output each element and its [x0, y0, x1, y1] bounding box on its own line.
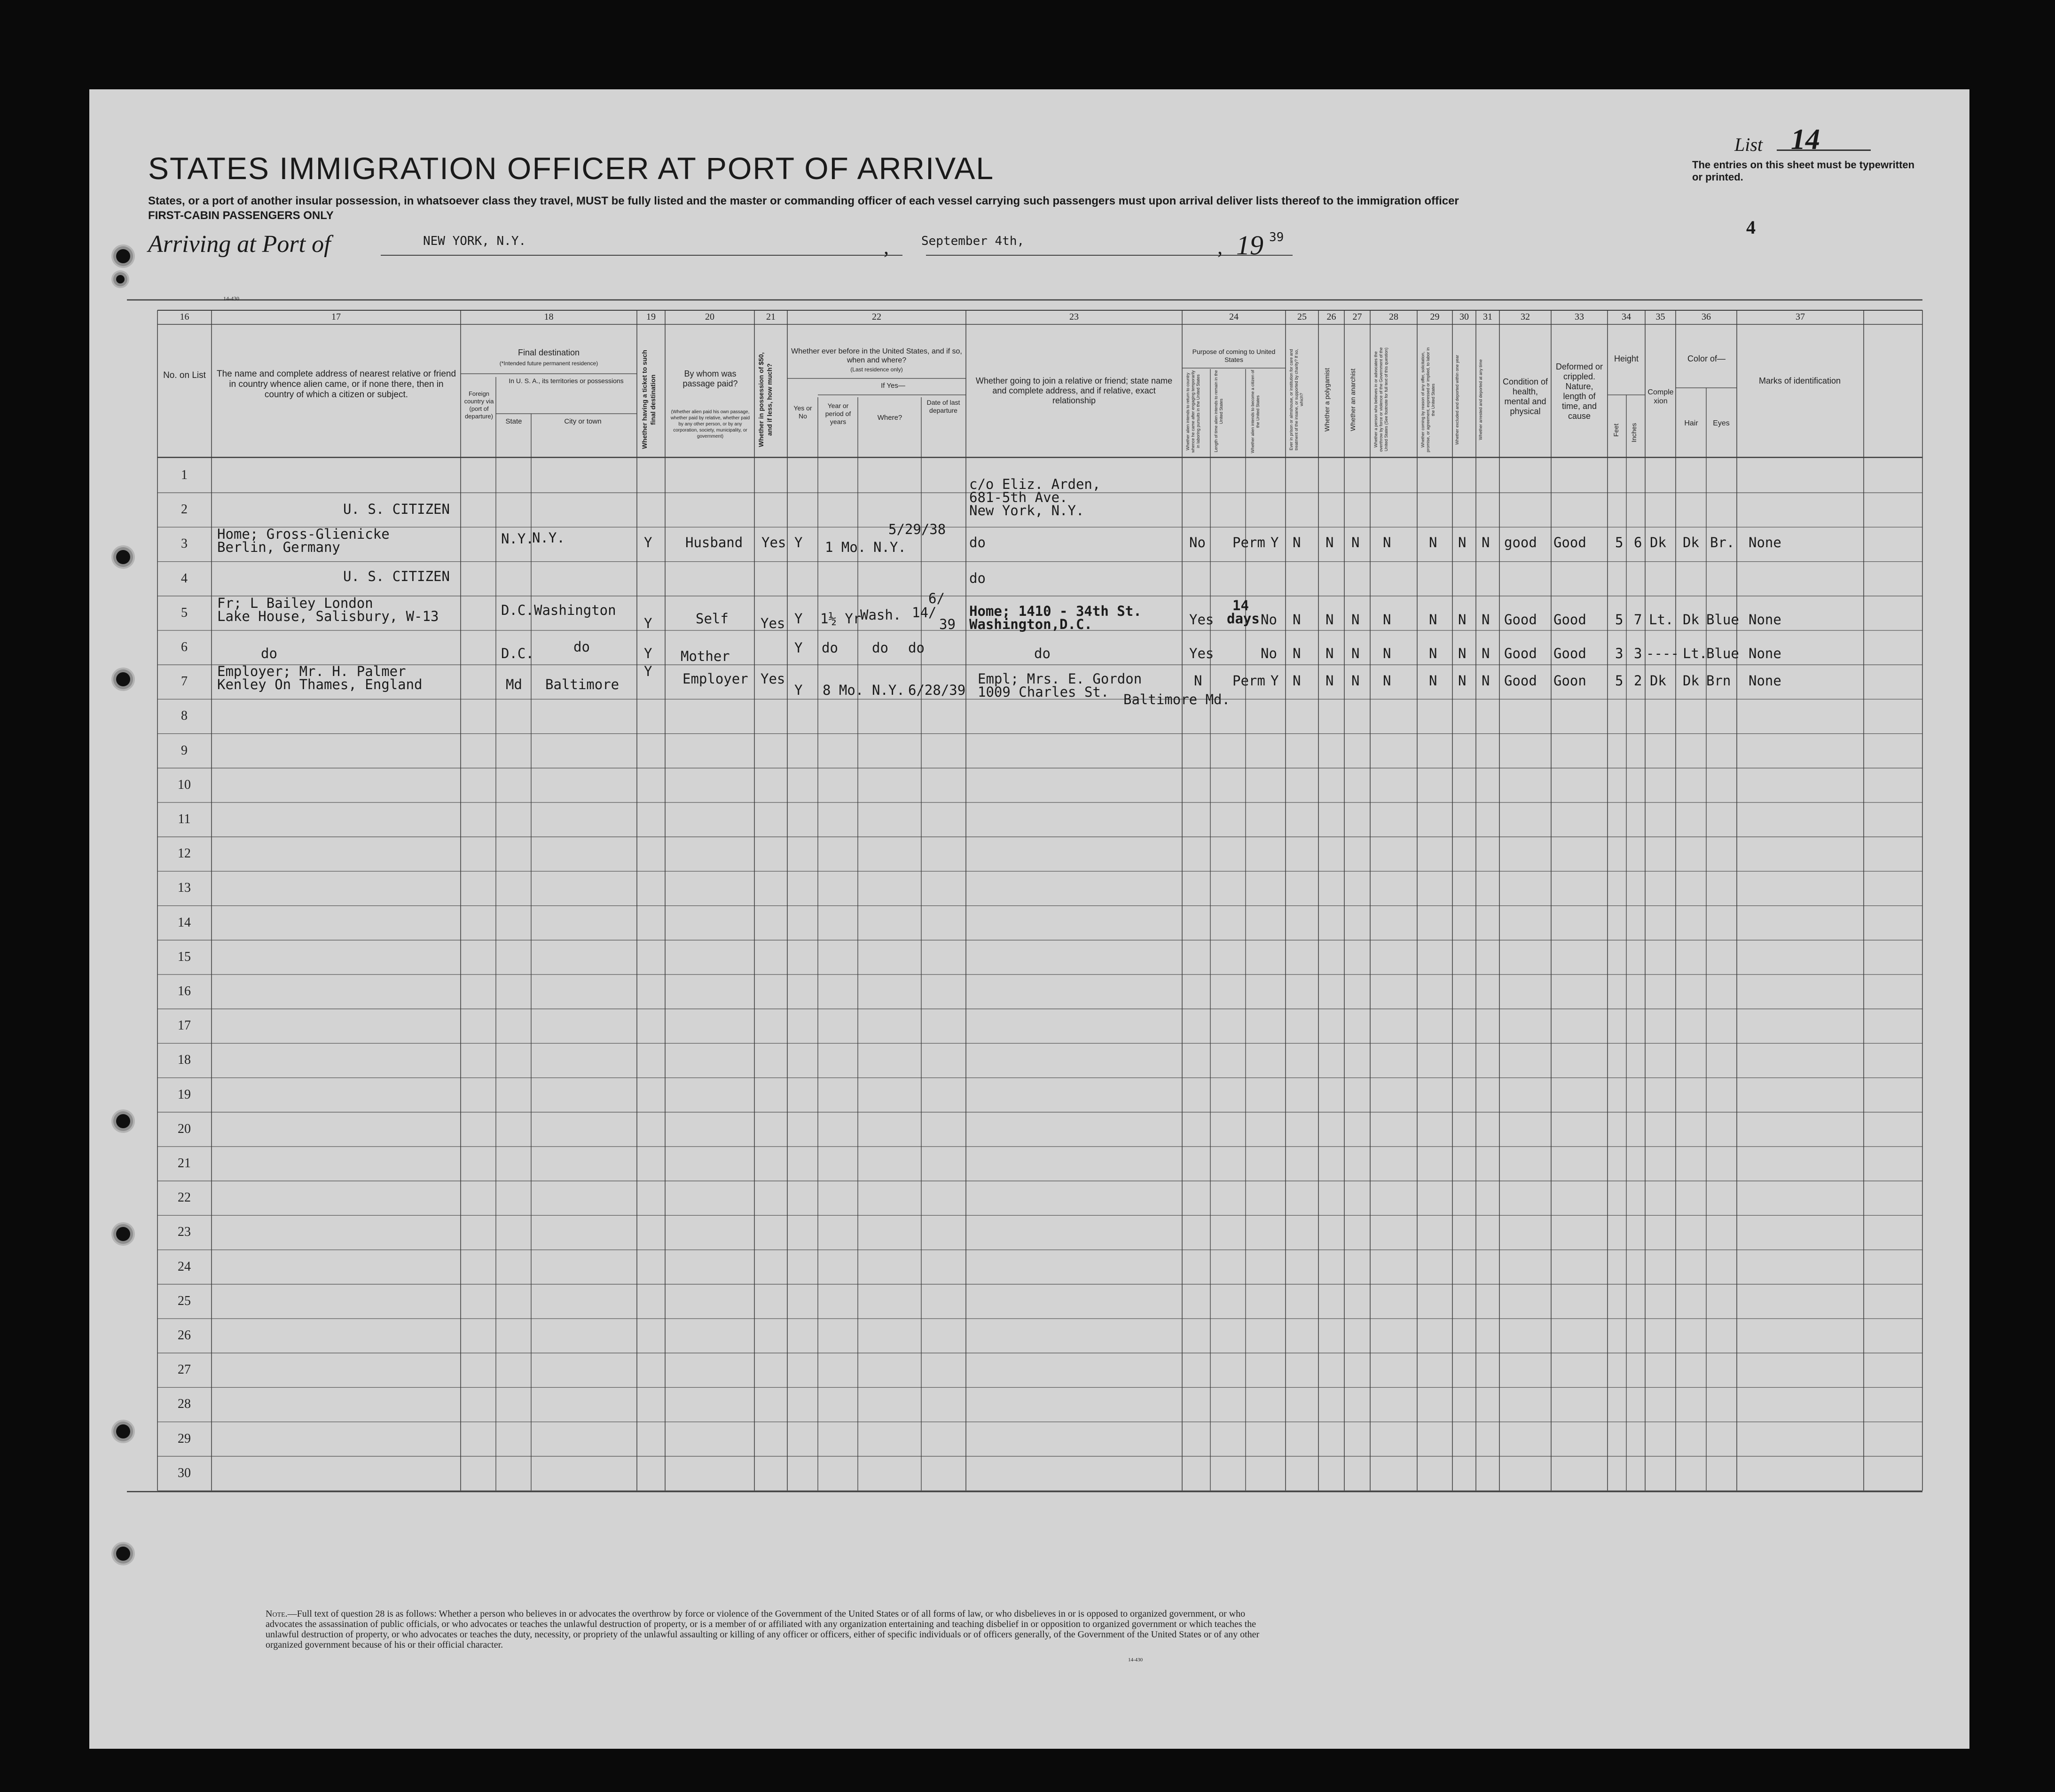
r6-purpose-a: N	[1194, 673, 1202, 689]
r1-join-line3: New York, N.Y.	[969, 503, 1084, 519]
r4-date-part3: 39	[939, 616, 956, 632]
binder-hole	[116, 1424, 130, 1438]
col-36-header: Color of—	[1687, 354, 1726, 363]
col-36-number: 36	[1702, 312, 1711, 322]
r5-date: do	[908, 640, 925, 656]
r1-join-line1: c/o Eliz. Arden,	[969, 476, 1101, 492]
row-number: 2	[181, 502, 188, 517]
col-16-header: No. on List	[163, 370, 206, 380]
r2-q25: N	[1293, 534, 1301, 550]
r4-years: 1½ Yr	[820, 611, 862, 627]
r4-purpose-c: No	[1261, 612, 1277, 628]
col-24b-header: Length of time alien intends to remain in the United States	[1214, 370, 1224, 453]
r6-where: N.Y.	[872, 682, 905, 698]
r5-q30: N	[1458, 645, 1467, 661]
r4-purpose-b-unit: days	[1227, 611, 1260, 627]
col-29-number: 29	[1430, 312, 1440, 322]
r2-q28: N	[1383, 534, 1391, 550]
r4-health: Good	[1504, 612, 1537, 628]
r2-complexion: Dk	[1650, 534, 1666, 550]
r5-deformed: Good	[1553, 645, 1586, 661]
r2-q31: N	[1482, 534, 1490, 550]
r5-where: do	[872, 640, 888, 656]
r4-hair: Dk	[1683, 612, 1699, 628]
r4-q25: N	[1293, 612, 1301, 628]
col-31-header: Whether arrested and deported at any time	[1478, 359, 1483, 440]
r2-q26: N	[1326, 534, 1334, 550]
year-prefix: 19	[1236, 230, 1263, 260]
col-18-state-header: State	[505, 417, 522, 425]
r6-eyes: Brn	[1706, 673, 1731, 689]
r4-marks: None	[1749, 612, 1781, 628]
col-31-number: 31	[1483, 312, 1492, 322]
col-36-hair-header: Hair	[1684, 419, 1698, 427]
col-35-header: Complexion	[1647, 388, 1674, 405]
row-number: 13	[178, 880, 191, 896]
cabin-class: FIRST-CABIN PASSENGERS ONLY	[148, 209, 334, 222]
row-number: 25	[178, 1293, 191, 1308]
row-number: 19	[178, 1087, 191, 1102]
footnote-label: Note.	[266, 1609, 288, 1619]
col-24-number: 24	[1229, 312, 1239, 322]
r2-inches: 6	[1634, 534, 1642, 550]
row-number: 5	[181, 605, 188, 620]
col-18-subheader: (*Intended future permanent residence)	[499, 360, 598, 367]
r2-eyes: Br.	[1710, 534, 1735, 550]
row-number: 27	[178, 1362, 191, 1377]
footnote-form-code: 14-430	[1128, 1657, 1143, 1663]
r4-eyes: Blue	[1706, 612, 1739, 628]
r5-q25: N	[1293, 645, 1301, 661]
r6-q26: N	[1326, 673, 1334, 689]
r2-purpose-c: Y	[1271, 534, 1279, 550]
row-number: 28	[178, 1397, 191, 1412]
r2-feet: 5	[1615, 534, 1624, 550]
row-number: 8	[181, 708, 188, 723]
r4-complexion: Lt.	[1649, 612, 1674, 628]
col-19-header: Whether having a ticket to such final destination	[641, 350, 657, 449]
r2-years: 1 Mo.	[825, 539, 866, 555]
col-27-number: 27	[1352, 312, 1362, 322]
binder-hole	[116, 1227, 130, 1241]
sheet-mark: 4	[1746, 217, 1756, 238]
r2-purpose-a: No	[1189, 534, 1206, 550]
comma: ,	[884, 236, 889, 259]
r4-purpose-b-number: 14	[1232, 597, 1249, 613]
r5-q28: N	[1383, 645, 1391, 661]
r4-join-line2: Washington,D.C.	[969, 616, 1092, 632]
r4-city: Washington	[534, 602, 616, 618]
table-grid	[89, 89, 1969, 1749]
r6-relative-line2: Kenley On Thames, England	[217, 676, 423, 692]
row-number: 21	[178, 1156, 191, 1171]
r5-ticket: Y	[644, 645, 652, 661]
col-20-number: 20	[705, 312, 714, 322]
r1-join-line2: 681-5th Ave.	[969, 489, 1068, 505]
r6-join-line3: Baltimore Md.	[1123, 692, 1230, 707]
r6-before: Y	[794, 682, 803, 698]
manifest-sheet	[89, 89, 1969, 1749]
r6-deformed: Goon	[1553, 673, 1586, 689]
col-17-number: 17	[331, 312, 341, 322]
col-24-header: Purpose of coming to United States	[1192, 348, 1276, 363]
r4-feet: 5	[1615, 612, 1624, 628]
binder-hole	[116, 1114, 130, 1128]
col-18-header: Final destination	[518, 348, 580, 357]
r6-q29: N	[1429, 673, 1437, 689]
r2-deformed: Good	[1553, 534, 1586, 550]
footnote-text: —Full text of question 28 is as follows: Whether a person who believes in or advocates the overthrow by force or violence of the Government of the United States or of all forms of law, or who disbelieves in or is opposed to organized government, or who advocates the assassination of public officials, or who advocates or teaches the unlawful destruction of property, or is a member of or affiliated with any organization entertaining and teaching disbelief in or opposition to organized government or which teaches the unlawful destruction of property, or who advocates or teaches the duty, necessity, or propriety of the unlawful assaulting or killing of any officer or officers, either of specific individuals or of officers generally, of the Government of the United States or of any other organized government because of his or their official character.	[266, 1609, 1260, 1650]
col-28-header: Whether a person who believes in or advocates the overthrow by force or violence of the Government of the United States (See footnote for full text of this question)	[1373, 347, 1388, 452]
col-25-number: 25	[1297, 312, 1307, 322]
r6-purpose-b: Perm	[1232, 673, 1265, 689]
r6-hair: Dk	[1683, 673, 1699, 689]
col-21-header: Whether in possession of $50, and if less, how much?	[757, 352, 773, 447]
year-suffix: 39	[1269, 230, 1284, 244]
col-24c-header: Whether alien intends to become a citizen of the United States	[1250, 369, 1260, 453]
r4-q30: N	[1458, 612, 1467, 628]
r6-q25: N	[1293, 673, 1301, 689]
r2-ticket: Y	[644, 534, 652, 550]
r5-hair: Lt.	[1683, 645, 1708, 661]
col-20-subheader: (Whether alien paid his own passage, whether paid by relative, whether paid by any other person, or by any corporation, society, municipality, or government)	[670, 409, 750, 439]
col-27-header: Whether an anarchist	[1349, 368, 1357, 431]
row-number: 9	[181, 743, 188, 758]
r6-paid-by: Employer	[682, 671, 748, 687]
col-22-yesno-header: Yes or No	[793, 404, 812, 420]
r6-city: Baltimore	[545, 676, 620, 692]
col-33-header: Deformed or crippled. Nature, length of time, and cause	[1555, 362, 1603, 421]
r4-q27: N	[1351, 612, 1360, 628]
r5-paid-by: Mother	[681, 648, 730, 664]
r2-marks: None	[1749, 534, 1781, 550]
r4-q31: N	[1482, 612, 1490, 628]
r4-q26: N	[1326, 612, 1334, 628]
r6-purpose-c: Y	[1271, 673, 1279, 689]
r6-marks: None	[1749, 673, 1781, 689]
row-number: 6	[181, 640, 188, 654]
r4-purpose-a: Yes	[1189, 612, 1214, 628]
r5-q29: N	[1429, 645, 1437, 661]
row-number: 17	[178, 1018, 191, 1033]
comma: ,	[1217, 236, 1223, 259]
col-22-ifyes-header: If Yes—	[881, 382, 905, 390]
list-underline	[1777, 149, 1871, 151]
col-29-header: Whether coming by reason of any offer, solicitation, promise, or agreement, expressed or implied, to labor in the United States	[1420, 347, 1435, 452]
r5-health: Good	[1504, 645, 1537, 661]
col-26-number: 26	[1326, 312, 1336, 322]
r5-feet: 3	[1615, 645, 1624, 661]
footnote	[266, 1609, 1276, 1650]
r4-where: Wash.	[860, 607, 902, 623]
col-34-number: 34	[1622, 312, 1631, 322]
r5-city: do	[573, 639, 590, 655]
r5-inches: 3	[1634, 645, 1642, 661]
r4-inches: 7	[1634, 612, 1642, 628]
col-33-number: 33	[1575, 312, 1584, 322]
r2-paid-by: Husband	[685, 534, 743, 550]
col-37-header: Marks of identification	[1758, 376, 1841, 385]
row-number: 29	[178, 1431, 191, 1446]
r2-state: N.Y.	[501, 531, 534, 547]
row-number: 14	[178, 915, 191, 930]
r5-purpose-a: Yes	[1189, 645, 1214, 661]
r2-relative-line1: Home; Gross-Glienicke	[217, 526, 390, 542]
r5-purpose-c: No	[1261, 645, 1277, 661]
r2-date: 5/29/38	[888, 521, 946, 537]
r6-money: Yes	[761, 671, 785, 687]
col-34-inches-header: Inches	[1630, 423, 1638, 442]
r5-years: do	[822, 640, 838, 656]
r4-relative-line2: Lake House, Salisbury, W-13	[217, 608, 439, 624]
r5-join: do	[1034, 645, 1051, 661]
list-label: List	[1734, 134, 1763, 155]
row-number: 1	[181, 468, 188, 482]
col-16-number: 16	[180, 312, 189, 322]
form-code: 14-430	[223, 295, 239, 302]
r1-relative: U. S. CITIZEN	[343, 501, 450, 517]
arriving-label: Arriving at Port of	[148, 231, 331, 258]
r5-state: D.C.	[501, 645, 534, 661]
preamble-text: States, or a port of another insular possession, in whatsoever class they travel, MUST be fully listed and the master or commanding officer of each vessel carrying such passengers must upon arrival deliver lists thereof to the immigration officer	[148, 195, 1459, 207]
r4-ticket: Y	[644, 615, 652, 631]
row-number: 20	[178, 1121, 191, 1136]
r4-deformed: Good	[1553, 612, 1586, 628]
r3-join: do	[969, 570, 986, 586]
binder-hole	[116, 672, 130, 686]
r5-marks: None	[1749, 645, 1781, 661]
binder-hole	[116, 249, 130, 263]
binder-hole	[116, 550, 130, 564]
row-number: 10	[178, 777, 191, 792]
r2-purpose-b: Perm	[1232, 534, 1265, 550]
r2-hair: Dk	[1683, 534, 1699, 550]
r5-q27: N	[1351, 645, 1360, 661]
r6-ticket: Y	[644, 663, 652, 679]
r2-money: Yes	[761, 534, 786, 550]
col-22-date-header: Date of last departure	[926, 399, 960, 414]
col-32-header: Condition of health, mental and physical	[1502, 377, 1548, 416]
col-22-header: Whether ever before in the United States, and if so, when and where?	[791, 347, 962, 364]
col-18-usa-header: In U. S. A., its territories or possessions	[509, 377, 624, 385]
r2-q30: N	[1458, 534, 1467, 550]
r4-state: D.C.	[501, 602, 534, 618]
row-number: 16	[178, 984, 191, 998]
r2-where: N.Y.	[873, 539, 906, 555]
col-19-number: 19	[646, 312, 656, 322]
r5-relative: do	[261, 645, 277, 661]
r6-complexion: Dk	[1650, 673, 1666, 689]
col-17-header: The name and complete address of nearest relative or friend in country whence alien came, or if none there, then in country of which a citizen or subject.	[216, 369, 456, 400]
col-34-feet-header: Feet	[1612, 424, 1620, 437]
r6-join-line2: 1009 Charles St.	[978, 684, 1109, 700]
r6-feet: 5	[1615, 673, 1624, 689]
r4-before: Y	[794, 611, 803, 627]
r3-relative: U. S. CITIZEN	[343, 568, 450, 584]
r4-paid-by: Self	[696, 611, 729, 627]
binder-hole	[116, 1547, 130, 1561]
r2-before: Y	[794, 534, 803, 550]
typewritten-note: The entries on this sheet must be typewritten or printed.	[1692, 159, 1915, 183]
col-21-number: 21	[766, 312, 776, 322]
r2-join: do	[969, 534, 986, 550]
row-number: 11	[178, 812, 191, 826]
date-value: September 4th,	[921, 234, 1025, 248]
list-number: 14	[1791, 124, 1820, 156]
r6-join-line1: Empl; Mrs. E. Gordon	[978, 671, 1142, 687]
row-number: 24	[178, 1259, 191, 1274]
col-24a-header: Whether alien intends to return to country whence he came after engaging temporarily in laboring pursuits in the United States	[1185, 370, 1200, 453]
row-number: 12	[178, 846, 191, 861]
r2-q29: N	[1429, 534, 1437, 550]
col-22-number: 22	[872, 312, 881, 322]
r6-inches: 2	[1634, 673, 1642, 689]
form-title: STATES IMMIGRATION OFFICER AT PORT OF ARRIVAL	[148, 151, 995, 186]
r4-money: Yes	[761, 615, 785, 631]
binder-hole	[116, 275, 125, 283]
row-number: 26	[178, 1328, 191, 1343]
r5-complexion: ----	[1646, 645, 1679, 661]
col-22-years-header: Year or period of years	[825, 402, 851, 425]
col-18-foreign-header: Foreign country via (port of departure)	[464, 390, 494, 420]
r2-city: N.Y.	[532, 530, 565, 546]
r6-state: Md	[506, 676, 522, 692]
r2-health: good	[1504, 534, 1537, 550]
col-18-number: 18	[544, 312, 554, 322]
r6-q28: N	[1383, 673, 1391, 689]
col-23-number: 23	[1069, 312, 1079, 322]
r5-eyes: Blue	[1706, 645, 1739, 661]
col-30-header: Whether excluded and deported within one year	[1455, 354, 1459, 445]
port-line	[381, 255, 902, 256]
col-36-eyes-header: Eyes	[1713, 419, 1730, 427]
r5-before: Y	[794, 640, 803, 656]
row-number: 15	[178, 949, 191, 964]
r4-relative-line1: Fr; L Bailey London	[217, 595, 373, 611]
r6-q31: N	[1482, 673, 1490, 689]
row-number: 3	[181, 536, 188, 551]
row-number: 4	[181, 571, 188, 586]
col-20-header: By whom was passage paid?	[682, 369, 738, 388]
col-28-number: 28	[1389, 312, 1398, 322]
col-30-number: 30	[1459, 312, 1469, 322]
row-number: 23	[178, 1225, 191, 1240]
port-value: NEW YORK, N.Y.	[423, 234, 526, 248]
row-number: 18	[178, 1053, 191, 1068]
r4-q28: N	[1383, 612, 1391, 628]
col-23-header: Whether going to join a relative or friend; state name and complete address, and if relative, exact relationship	[975, 376, 1173, 405]
col-37-number: 37	[1796, 312, 1805, 322]
r4-join-line1: Home; 1410 - 34th St.	[969, 603, 1142, 619]
r6-q30: N	[1458, 673, 1467, 689]
row-number: 7	[181, 674, 188, 689]
row-number: 22	[178, 1190, 191, 1205]
col-22-subheader: (Last residence only)	[850, 366, 903, 373]
r4-date-part1: 6/	[928, 590, 945, 606]
col-32-number: 32	[1521, 312, 1530, 322]
r2-q27: N	[1351, 534, 1360, 550]
col-35-number: 35	[1655, 312, 1665, 322]
r6-health: Good	[1504, 673, 1537, 689]
col-34-header: Height	[1614, 354, 1639, 363]
r6-relative-line1: Employer; Mr. H. Palmer	[217, 663, 406, 679]
r2-relative-line2: Berlin, Germany	[217, 539, 340, 555]
r6-date: 6/28/39	[908, 682, 966, 698]
r5-q26: N	[1326, 645, 1334, 661]
col-25-header: Ever in prison or almshouse, or institution for care and treatment of the insane, or supported by charity? If so, which?	[1289, 349, 1304, 450]
col-22-where-header: Where?	[877, 414, 902, 422]
r5-q31: N	[1482, 645, 1490, 661]
row-number: 30	[178, 1465, 191, 1480]
col-18-city-header: City or town	[564, 417, 602, 425]
r4-q29: N	[1429, 612, 1437, 628]
r6-q27: N	[1351, 673, 1360, 689]
r4-date-part2: 14/	[912, 605, 937, 621]
col-26-header: Whether a polygamist	[1323, 368, 1331, 432]
r6-years: 8 Mo.	[823, 682, 864, 698]
